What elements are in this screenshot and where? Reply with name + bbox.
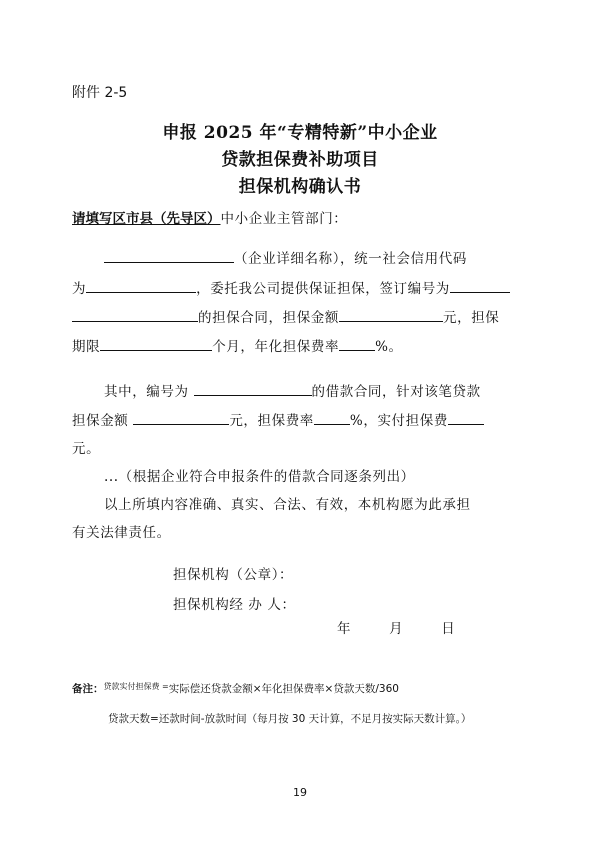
date-day: 日 — [441, 621, 456, 637]
addressee-suffix: 中小企业主管部门： — [220, 211, 348, 227]
para2-line1 — [104, 380, 481, 400]
signature-org: 担保机构（公章）： — [173, 567, 294, 583]
para2-text5: %，实付担保费 — [349, 413, 448, 429]
para4-line1: 以上所填内容准确、真实、合法、有效，本机构愿为此承担 — [104, 497, 471, 513]
para2-text2: 的借款合同，针对该笔贷款 — [311, 384, 481, 400]
para1-line3 — [72, 306, 499, 326]
para2-line3: 元。 — [72, 441, 101, 457]
attachment-label: 附件 2-5 — [72, 85, 128, 101]
para3-line: ...（根据企业符合申报条件的借款合同逐条列出） — [104, 469, 415, 485]
para1-line2 — [72, 277, 510, 297]
para1-text3: ，委托我公司提供保证担保，签订编号为 — [196, 281, 450, 297]
annual-rate-blank[interactable] — [339, 337, 375, 351]
title-line-2: 贷款担保费补助项目 — [221, 150, 379, 170]
para1-text4: 的担保合同，担保金额 — [198, 310, 339, 326]
company-name-blank[interactable] — [104, 249, 234, 263]
loan-guarantee-amount-blank[interactable] — [133, 411, 229, 425]
credit-code-blank[interactable] — [86, 279, 196, 293]
guarantee-rate-blank[interactable] — [314, 411, 350, 425]
addressee-line — [72, 207, 347, 227]
paid-fee-blank[interactable] — [448, 411, 484, 425]
para1-text5: 元，担保 — [443, 310, 500, 326]
note-formula: 实际偿还贷款金额×年化担保费率×贷款天数/360 — [168, 683, 399, 695]
note-formula-line — [72, 681, 399, 696]
signature-date — [337, 617, 455, 637]
loan-contract-no-blank[interactable] — [194, 382, 312, 396]
note-formula-small: 贷款实付担保费 = — [103, 682, 169, 691]
title-line-3: 担保机构确认书 — [238, 177, 362, 197]
guarantee-period-blank[interactable] — [100, 337, 212, 351]
para1-text6: 期限 — [72, 339, 101, 355]
addressee-placeholder[interactable]: 请填写区市县（先导区） — [72, 211, 221, 227]
note-label: 备注： — [72, 683, 104, 695]
guarantee-contract-no-blank[interactable] — [450, 279, 510, 293]
para2-text3: 担保金额 — [72, 413, 129, 429]
note-days: 贷款天数=还款时间-放款时间（每月按 30 天计算，不足月按实际天数计算。） — [108, 713, 472, 725]
para1-text8: %。 — [375, 339, 403, 355]
signature-handler: 担保机构经 办 人： — [173, 597, 296, 613]
page-number: 19 — [293, 786, 307, 799]
para2-text1: 其中，编号为 — [104, 384, 189, 400]
para4-line2: 有关法律责任。 — [72, 525, 171, 541]
para1-text1: （企业详细名称），统一社会信用代码 — [234, 251, 467, 267]
title-line-1: 申报 2025 年“专精特新”中小企业 — [162, 123, 438, 143]
para1-line1 — [104, 247, 467, 267]
guarantee-amount-blank[interactable] — [339, 308, 443, 322]
date-month: 月 — [389, 621, 404, 637]
para2-line2 — [72, 409, 484, 429]
para1-text7: 个月，年化担保费率 — [212, 339, 340, 355]
para1-text2: 为 — [72, 281, 87, 297]
guarantee-contract-no-blank-2[interactable] — [72, 308, 198, 322]
para2-text4: 元，担保费率 — [229, 413, 314, 429]
para1-line4 — [72, 335, 403, 355]
date-year: 年 — [337, 621, 352, 637]
